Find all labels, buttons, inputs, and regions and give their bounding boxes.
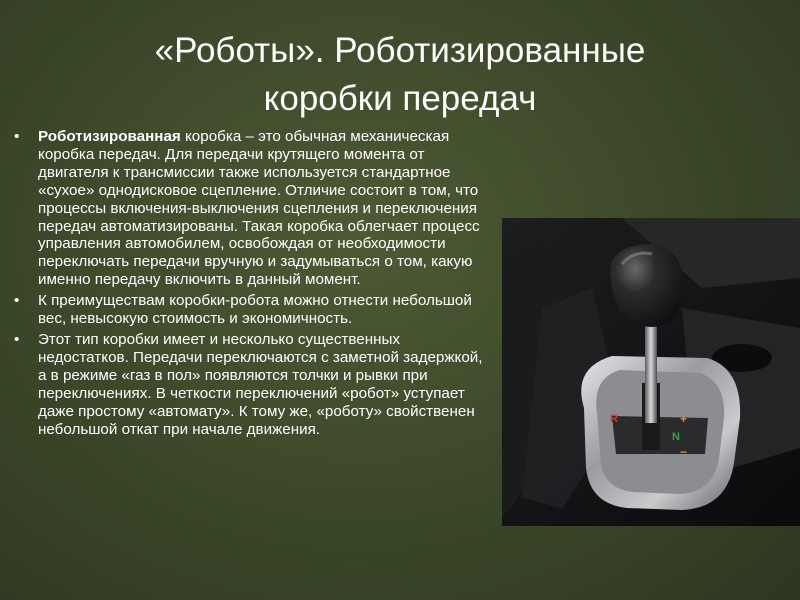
shift-lever: [645, 313, 657, 423]
reverse-label: R: [610, 413, 618, 425]
bullet-marker: •: [14, 330, 20, 348]
bullet-item-disadvantages: [14, 331, 494, 438]
gearshift-photo: [502, 218, 800, 526]
bullet-marker: •: [14, 128, 20, 145]
bullet-text: Этот тип коробки имеет и несколько существенных недостатков. Передачи переключаются с заметной задержкой, а в режиме «газ в пол» появляются толчки и рывки при переключениях. В четкости переключений «робот» уступает даже простому «автомату». К тому же, «роботу» свойственен небольшой откат при начале движения.: [38, 330, 483, 438]
plus-label: +: [680, 412, 688, 426]
bullet-text: К преимуществам коробки-робота можно отнести небольшой вес, невысокую стоимость и экономичность.: [38, 292, 472, 328]
title-line-2: коробки передач: [263, 79, 537, 119]
title-line-1: «Роботы». Роботизированные: [154, 31, 646, 71]
bullet-marker: •: [14, 292, 20, 310]
bullet-item-advantages: [14, 292, 494, 328]
bullet-item-definition: [14, 128, 494, 289]
gearshift-illustration: [502, 218, 800, 526]
slide-title: [40, 27, 760, 123]
bullet-list: [14, 128, 494, 441]
bullet-bold-term: Роботизированная: [38, 128, 181, 145]
minus-label: −: [680, 445, 688, 459]
neutral-label: N: [672, 431, 680, 443]
bullet-text: коробка – это обычная механическая коробка передач. Для передачи крутящего момента от двигателя к трансмиссии также используется стандартное «сухое» однодисковое сцепление. Отличие состоит в том, что процессы включения-выключения сцепления и переключения передач автоматизированы. Такая коробка облегчает процесс управления автомобилем, освобождая от необходимости переключать передачи вручную и задумываться о том, какую именно передачу включить в данный момент.: [38, 128, 480, 289]
